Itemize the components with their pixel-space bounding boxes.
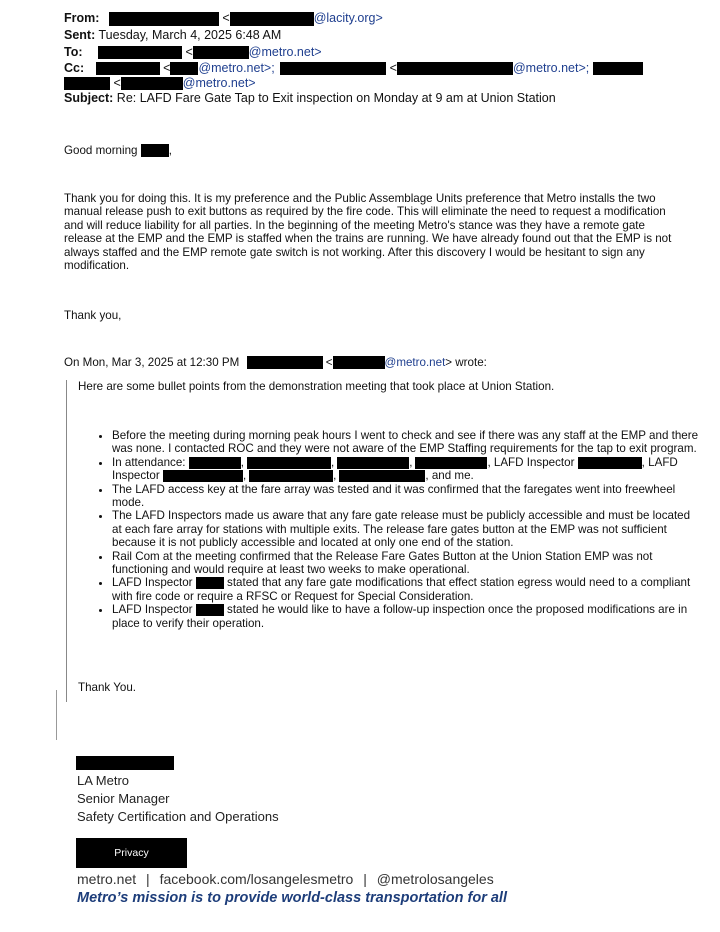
- scan-mark: [56, 690, 57, 740]
- from-line: From: < @lacity.org>: [64, 11, 383, 25]
- bullet-list: [96, 429, 702, 630]
- redaction: [247, 356, 323, 369]
- quote-bar: [66, 380, 67, 702]
- signature-org: LA Metro: [77, 773, 130, 788]
- quoted-intro: Here are some bullet points from the demonstration meeting that took place at Union Station.: [78, 380, 555, 393]
- redaction: [247, 457, 331, 469]
- list-item: • The LAFD access key at the fare array was tested and it was confirmed that the faregates went into freewheel mode.: [112, 483, 702, 510]
- reply-paragraph: Thank you for doing this. It is my preference and the Public Assemblage Units preference that Metro installs the two manual release push to exit buttons as required by the fire code. This will eliminate the need to request a modification and will reduce liability for all parties. In the beginning of the meeting Metro's stance was they have a remote gate release at the EMP and the EMP is staffed when the trains are running. We have already found out that the EMP is not always staffed and the EMP remote gate switch is not working. After this discovery I would be hesitant to sign any modification.: [64, 192, 672, 273]
- list-item: • LAFD Inspector stated he would like to have a follow-up inspection once the proposed modifications are in place to verify their operation.: [112, 603, 702, 630]
- redaction: [397, 62, 513, 75]
- footer-twitter: @metrolosangeles: [376, 871, 494, 887]
- cc-label: Cc:: [64, 61, 85, 75]
- redaction: [578, 457, 642, 469]
- redaction: [109, 12, 219, 26]
- list-item: • The LAFD Inspectors made us aware that any fare gate release must be publicly accessible and must be located at each fare array for stations with multiple exits. The release fare gates button at the EMP was not sufficient because it is not publicly accessible and located at only one end of the station.: [112, 509, 702, 549]
- redaction: [193, 46, 249, 59]
- redaction: [98, 46, 182, 59]
- list-item: • Before the meeting during morning peak hours I went to check and see if there was any staff at the EMP and there was none. I contacted ROC and they were not aware of the EMP Staffing requirements for the tap to exit program.: [112, 429, 702, 456]
- sent-line: [64, 27, 281, 44]
- redaction: [196, 577, 224, 589]
- greeting-text: Good morning: [64, 144, 138, 157]
- redaction: [163, 470, 243, 482]
- redaction: [64, 77, 110, 90]
- redaction: [415, 457, 487, 469]
- to-email-domain: @metro.net>: [248, 45, 322, 59]
- redaction: [76, 756, 174, 770]
- redaction: [196, 604, 224, 616]
- cc-email-domain-3: @metro.net>: [182, 76, 256, 90]
- signature-department: Safety Certification and Operations: [77, 809, 279, 824]
- list-item: • Rail Com at the meeting confirmed that the Release Fare Gates Button at the Union Station EMP was not functioning and would require at least two weeks to make operational.: [112, 550, 702, 577]
- to-line: To: < @metro.net>: [64, 45, 322, 59]
- subject-value: Re: LAFD Fare Gate Tap to Exit inspection on Monday at 9 am at Union Station: [116, 91, 556, 105]
- quoted-wrote: > wrote:: [445, 356, 487, 369]
- quoted-email-domain: @metro.net: [384, 356, 446, 369]
- cc-email-domain-1: @metro.net>;: [198, 61, 275, 75]
- reply-closing: Thank you,: [64, 309, 122, 322]
- redaction: [337, 457, 409, 469]
- from-label: From:: [64, 11, 100, 25]
- redaction: [121, 77, 183, 90]
- redaction: [593, 62, 643, 75]
- sent-label: Sent:: [64, 28, 96, 42]
- subject-line: [64, 90, 556, 107]
- footer-site: metro.net: [77, 871, 137, 887]
- cc-email-domain-2: @metro.net>;: [512, 61, 590, 75]
- privacy-redaction-label: Privacy: [76, 838, 187, 868]
- redaction: [96, 62, 160, 75]
- redaction: [170, 62, 198, 75]
- signature-title: Senior Manager: [77, 791, 170, 806]
- quoted-closing: Thank You.: [78, 681, 137, 694]
- list-item: • In attendance: , , , , LAFD Inspector , LAFD Inspector , , , and me.: [112, 456, 702, 483]
- cc-line-2: < @metro.net>: [64, 75, 256, 92]
- redaction: [249, 470, 333, 482]
- cc-line: Cc: < @metro.net>; < @metro.net>;: [64, 60, 643, 77]
- redaction: [333, 356, 385, 369]
- redaction: [230, 12, 314, 26]
- quoted-header: On Mon, Mar 3, 2025 at 12:30 PM < @metro.net> wrote:: [64, 356, 487, 369]
- greeting: [64, 144, 172, 157]
- signature-footer-links: metro.net | facebook.com/losangelesmetro | @metrolosangeles: [77, 871, 494, 887]
- redaction: [280, 62, 386, 75]
- mission-statement: Metro’s mission is to provide world-class transportation for all: [77, 890, 507, 906]
- list-item: • LAFD Inspector stated that any fare gate modifications that effect station egress would need to a compliant with fire code or require a RFSC or Request for Special Consideration.: [112, 576, 702, 603]
- redaction: [141, 144, 169, 157]
- to-label: To:: [64, 45, 83, 59]
- subject-label: Subject:: [64, 91, 114, 105]
- quoted-date: On Mon, Mar 3, 2025 at 12:30 PM: [64, 356, 240, 369]
- redaction: [189, 457, 241, 469]
- redaction: [339, 470, 425, 482]
- from-email-domain: @lacity.org>: [313, 11, 383, 25]
- sent-value: Tuesday, March 4, 2025 6:48 AM: [98, 28, 282, 42]
- greeting-comma: ,: [168, 144, 172, 157]
- footer-facebook: facebook.com/losangelesmetro: [159, 871, 354, 887]
